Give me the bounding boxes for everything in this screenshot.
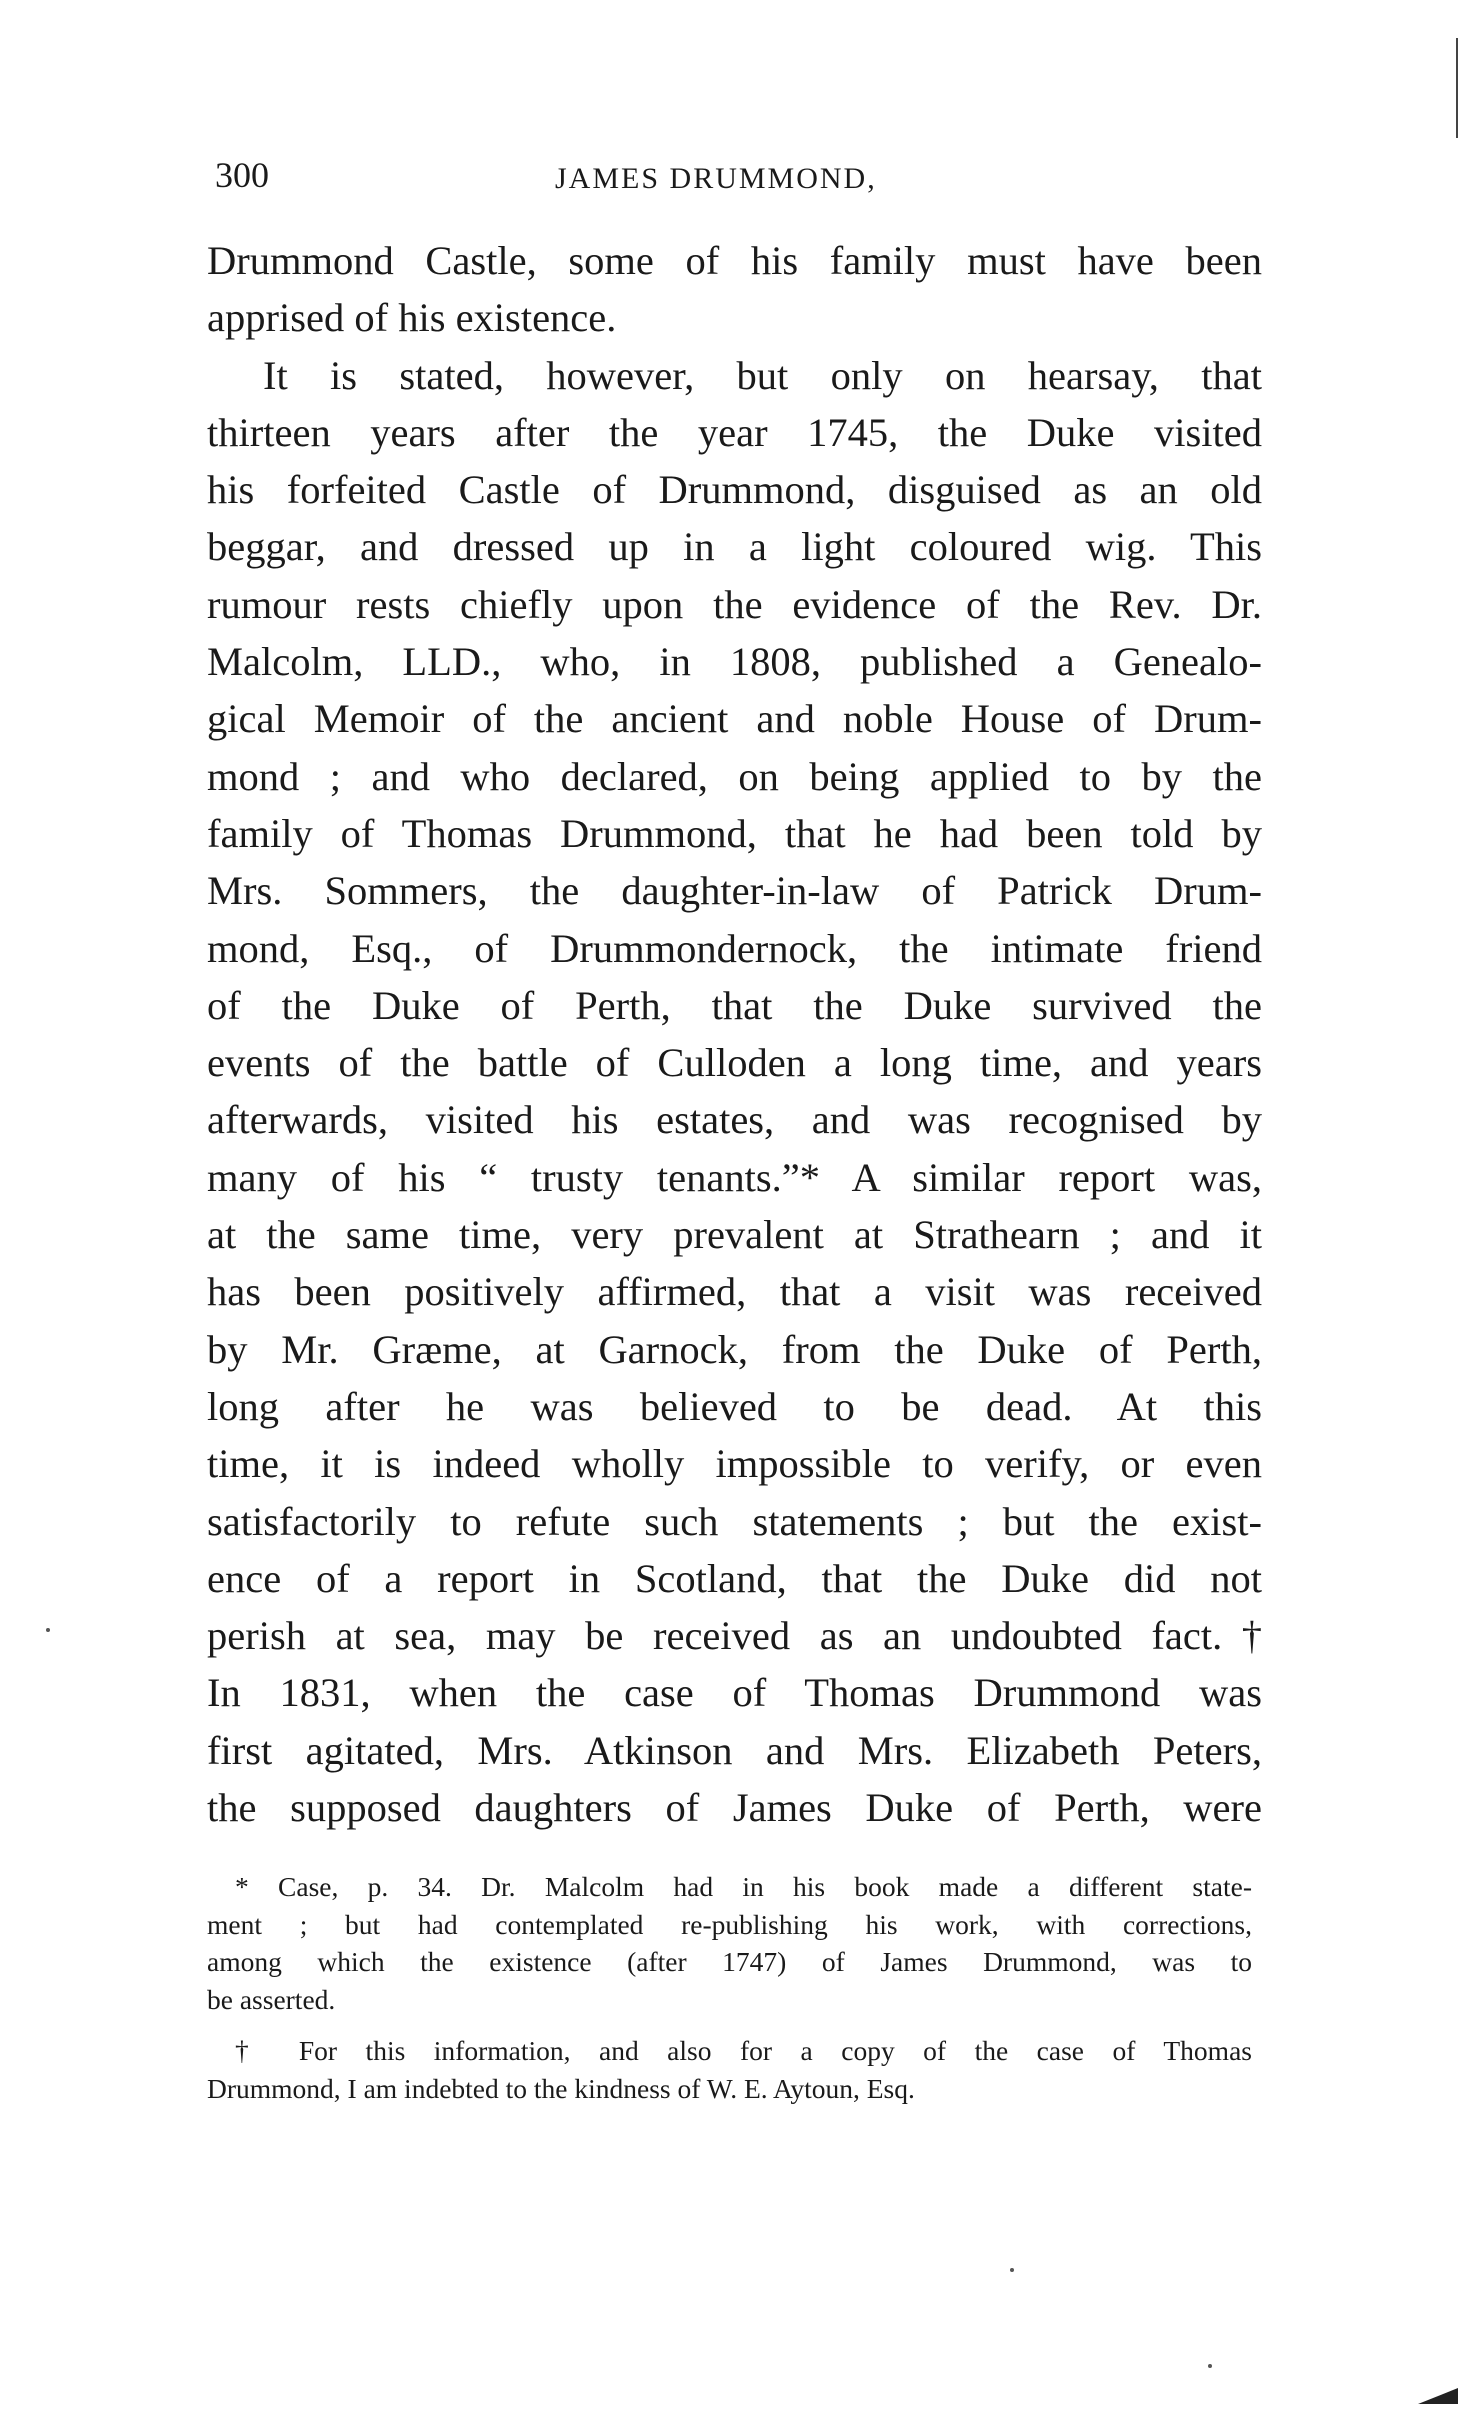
body-line: Drummond Castle, some of his family must have been [207,238,1262,283]
footnote-information [207,2032,1252,2107]
body-line: many of his “ trusty tenants.”* A similar report was, [207,1154,1262,1200]
body-text [207,232,1262,1836]
body-line: apprised of his existence. [207,295,617,341]
page-number: 300 [215,155,269,195]
body-line: ence of a report in Scotland, that the Duke did not [207,1555,1262,1601]
footnote-line: Drummond, I am indebted to the kindness of W. E. Aytoun, Esq. [207,2072,915,2104]
body-line: rumour rests chiefly upon the evidence of the Rev. Dr. [207,581,1262,627]
body-line: events of the battle of Culloden a long time, and years [207,1040,1262,1086]
footnote-line: * Case, p. 34. Dr. Malcolm had in his book made a different state- [235,1871,1252,1902]
running-head: JAMES DRUMMOND, [555,162,877,195]
body-line: afterwards, visited his estates, and was recognised by [207,1097,1262,1143]
body-line: at the same time, very prevalent at Strathearn ; and it [207,1212,1262,1258]
footnote-line: † For this information, and also for a copy of the case of Thomas [235,2035,1252,2066]
body-line: by Mr. Græme, at Garnock, from the Duke of Perth, [207,1326,1262,1372]
body-line: his forfeited Castle of Drummond, disguised as an old [207,467,1262,513]
body-line: Malcolm, LLD., who, in 1808, published a Genealo- [207,639,1262,685]
body-line: perish at sea, may be received as an undoubted fact.† [207,1613,1262,1659]
scan-speck [46,1628,50,1632]
body-line: It is stated, however, but only on hearsay, that [263,352,1262,398]
body-line: satisfactorily to refute such statements ; but the exist- [207,1498,1262,1544]
body-line: In 1831, when the case of Thomas Drummond was [207,1670,1262,1716]
footnote-line: be asserted. [207,1983,336,2015]
body-line: gical Memoir of the ancient and noble House of Drum- [207,696,1262,742]
scan-speck [1208,2364,1212,2368]
body-line: of the Duke of Perth, that the Duke survived the [207,982,1262,1028]
footnotes [207,1868,1252,2107]
body-line: family of Thomas Drummond, that he had been told by [207,810,1262,856]
footnote-spacer [207,2018,1252,2032]
body-line: Mrs. Sommers, the daughter-in-law of Patrick Drum- [207,868,1262,914]
footnote-case [207,1868,1252,2018]
body-line: has been positively affirmed, that a visit was received [207,1269,1262,1315]
body-line: long after he was believed to be dead. At this [207,1383,1262,1429]
body-line: thirteen years after the year 1745, the Duke visited [207,409,1262,455]
body-line: beggar, and dressed up in a light coloured wig. This [207,524,1262,570]
corner-mark [1418,2388,1458,2404]
body-line: time, it is indeed wholly impossible to verify, or even [207,1441,1262,1487]
footnote-line: among which the existence (after 1747) of James Drummond, was to [207,1946,1252,1977]
scan-edge-line [1456,38,1458,138]
body-line: mond, Esq., of Drummondernock, the intimate friend [207,925,1262,971]
page-header [215,150,1260,200]
body-line: mond ; and who declared, on being applied to by the [207,753,1262,799]
body-line: first agitated, Mrs. Atkinson and Mrs. Elizabeth Peters, [207,1727,1262,1773]
scan-speck [1010,2268,1014,2272]
body-line: the supposed daughters of James Duke of Perth, were [207,1785,1262,1831]
footnote-line: ment ; but had contemplated re-publishing his work, with corrections, [207,1908,1252,1940]
